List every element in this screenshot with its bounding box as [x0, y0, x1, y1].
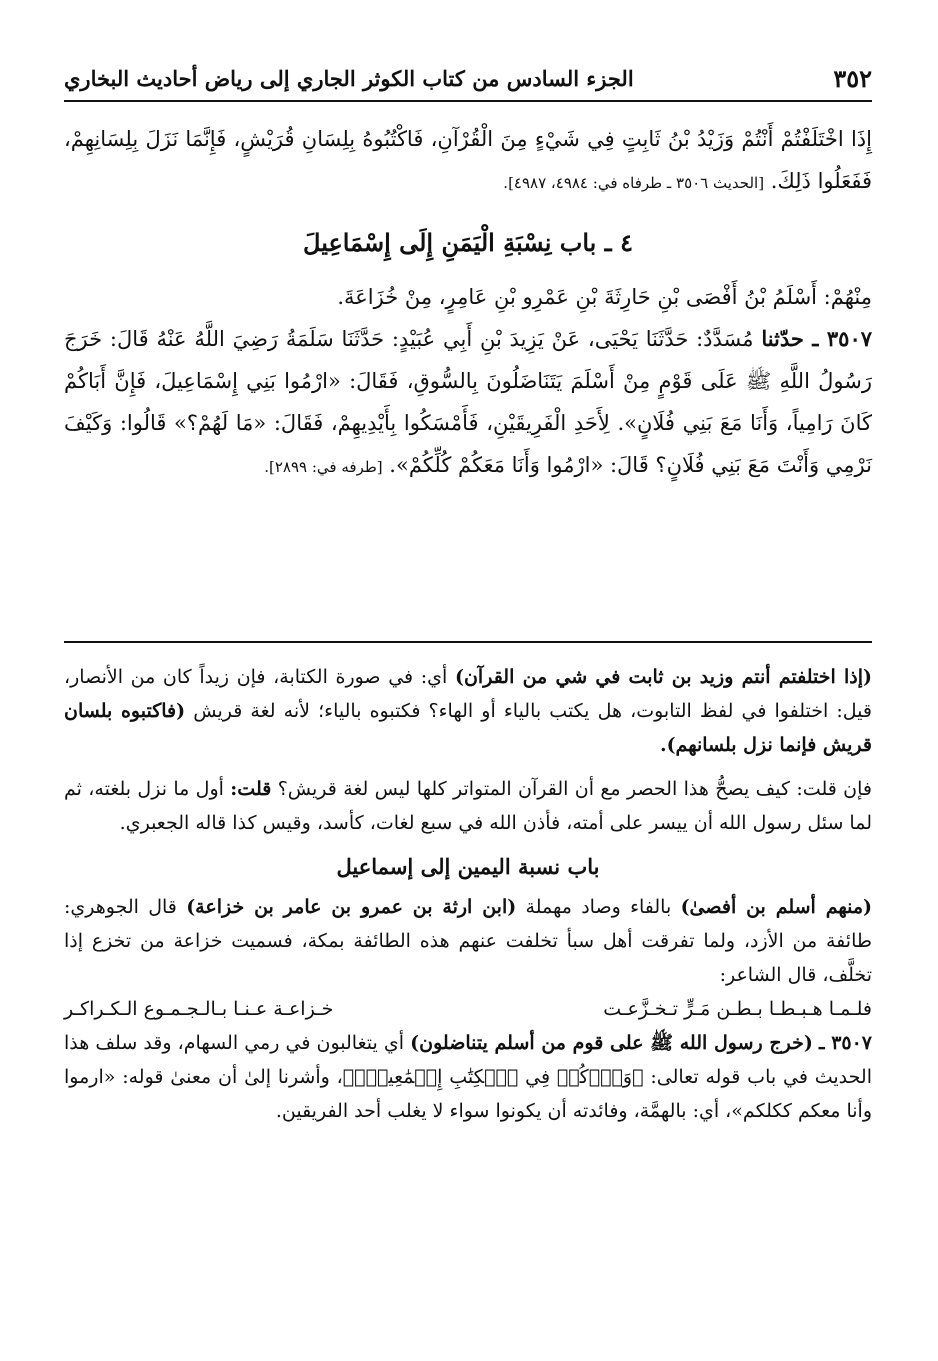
main-text: [64, 118, 872, 488]
commentary: [64, 660, 872, 1128]
commentary-paragraph: [64, 890, 872, 992]
quoted-phrase: (خرج رسول الله ﷺ على قوم من أسلم يتناضلون): [410, 1032, 813, 1054]
commentary-text: أي: في صورة الكتابة، فإن زيداً كان من الأنصار، قيل: اختلفوا في لفظ التابوت، هل يكتب بالياء أو الهاء؟ فكتبوه بالياء؛ لأنه لغة قريش: [64, 666, 872, 722]
page-number: ٣٥٢: [833, 63, 872, 93]
page-header: [64, 56, 872, 102]
quoted-phrase: (ابن ارثة بن عمرو بن عامر بن خزاعة): [186, 896, 517, 918]
commentary-paragraph: [64, 1026, 872, 1128]
quran-quote: ﴿وَٱذۡكُرۡ فِي ٱلۡكِتَٰبِ إِسۡمَٰعِيلَۚ﴾: [342, 1066, 644, 1088]
hadith-reference: [طرفه في: ٢٨٩٩].: [264, 458, 383, 476]
hadith-number: ٣٥٠٧ ـ: [818, 1032, 873, 1054]
hadith-continuation: [64, 118, 872, 204]
quoted-phrase: (فاكتبوه بلسان قريش فإنما نزل بلسانهم).: [64, 700, 872, 756]
poem-verse: [64, 992, 872, 1026]
chapter-heading: ٤ ـ باب نِسْبَةِ الْيَمَنِ إِلَى إِسْمَاعِيلَ: [303, 228, 633, 257]
hadith-continuation-text: إِذَا اخْتَلَفْتُمْ أَنْتُمْ وَزَيْدُ بْنُ ثَابِتٍ فِي شَيْءٍ مِنَ الْقُرْآنِ، فَاكْتُبُوهُ بِلِسَانِ قُرَيْشٍ، فَإِنَّمَا نَزَلَ بِلِسَانِهِمْ، فَفَعَلُوا ذَلِكَ.: [64, 127, 872, 193]
chapter-intro: مِنْهُمْ: أَسْلَمُ بْنُ أَفْصَى بْنِ حَارِثَةَ بْنِ عَمْرِو بْنِ عَامِرٍ، مِنْ خُزَاعَةَ.: [337, 285, 872, 309]
commentary-heading: باب نسبة اليمين إلى إسماعيل: [336, 854, 600, 879]
hadith-text: مُسَدَّدٌ: حَدَّثَنَا يَحْيَى، عَنْ يَزِيدَ بْنِ أَبِي عُبَيْدٍ: حَدَّثَنَا سَلَمَةُ رَضِيَ اللَّهُ عَنْهُ قَالَ: خَرَجَ رَسُولُ اللَّهِ ﷺ عَلَى قَوْمٍ مِنْ أَسْلَمَ يَتَنَاضَلُونَ بِالسُّوقِ، فَقَالَ: «ارْمُوا بَنِي إِسْمَاعِيلَ، فَإِنَّ أَبَاكُمْ كَانَ رَامِياً، وَأَنَا مَعَ بَنِي فُلَانٍ». لِأَحَدِ الْفَرِيقَيْنِ، فَأَمْسَكُوا بِأَيْدِيهِمْ، فَقَالَ: «مَا لَهُمْ؟» قَالُوا: وَكَيْفَ نَرْمِي وَأَنْتَ مَعَ بَنِي فُلَانٍ؟ قَالَ: «ارْمُوا وَأَنَا مَعَكُمْ كُلِّكُمْ».: [64, 327, 872, 477]
question-lead: فإن قلت:: [796, 778, 873, 800]
answer-lead: قلت:: [230, 778, 272, 800]
commentary-text: أول ما نزل بلغته، ثم لما سئل رسول الله أن ييسر على أمته، فأذن الله في سبع لغات، كأسد، وقيس كذا قاله الجعبري.: [64, 778, 872, 834]
commentary-text: كيف يصحُّ هذا الحصر مع أن القرآن المتواتر كلها ليس لغة قريش؟: [277, 778, 791, 800]
commentary-paragraph: [64, 660, 872, 762]
poem-first-hemistich: فلـمـا هـبـطـا بـطـن مَـرٍّ تـخـزَّعـت: [603, 998, 872, 1020]
commentary-text: بالفاء وصاد مهملة: [525, 896, 672, 918]
poem-second-hemistich: خـزاعـة عـنـا بـالـجـمـوع الـكـراكـر: [64, 998, 334, 1020]
commentary-text: قال الجوهري: طائفة من الأزد، ولما تفرقت أهل سبأ تخلفت عنهم هذه الطائفة بمكة، فسميت خزاعة من تخزع إذا تخلَّف، قال الشاعر:: [64, 896, 872, 986]
quoted-phrase: (إذا اختلفتم أنتم وزيد بن ثابت في شي من القرآن): [454, 666, 873, 688]
commentary-text: أي يتغالبون في رمي السهام، وقد سلف هذا الحديث في باب قوله تعالى:: [64, 1032, 872, 1088]
commentary-paragraph: [64, 772, 872, 840]
running-title: الجزء السادس من كتاب الكوثر الجاري إلى رياض أحاديث البخاري: [64, 65, 634, 91]
footnote-divider: [64, 641, 872, 643]
hadith-reference: [الحديث ٣٥٠٦ ـ طرفاه في: ٤٩٨٤، ٤٩٨٧].: [503, 174, 765, 192]
hadith-3507: [64, 318, 872, 488]
hadith-number: ٣٥٠٧ ـ حدّثنا: [761, 326, 873, 351]
quoted-phrase: (منهم أسلم بن أفصىٰ): [680, 896, 873, 918]
commentary-text: ، وأشرنا إلىٰ أن معنىٰ قوله: «ارموا وأنا معكم ككلكم»، أي: بالهمَّة، وفائدته أن يكونوا سواء لا يغلب أحد الفريقين.: [64, 1066, 872, 1122]
